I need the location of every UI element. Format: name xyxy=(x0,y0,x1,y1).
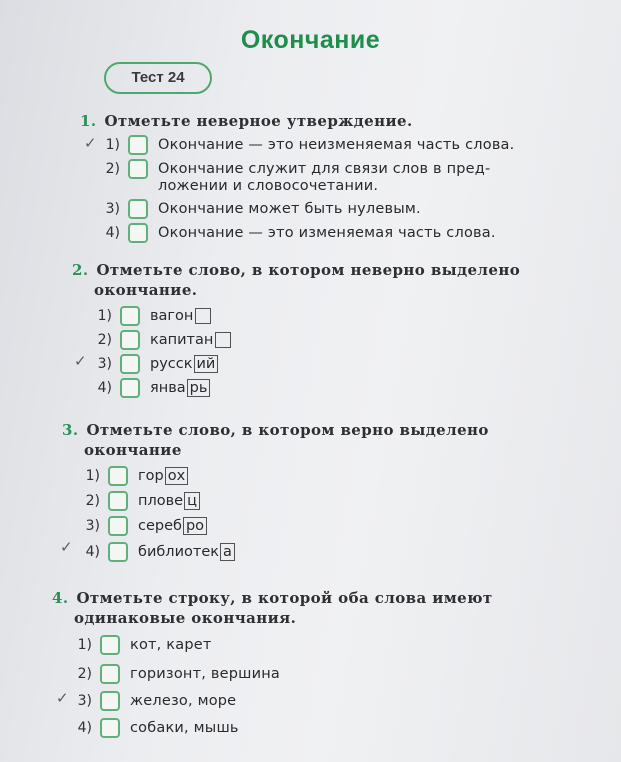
q1-option-2[interactable]: 2) Окончание служит для связи слов в пред- xyxy=(105,161,491,177)
answer-checkbox[interactable] xyxy=(128,135,148,155)
q3-option-1[interactable]: 1) гор ох xyxy=(72,465,188,487)
q2-option-4[interactable]: 4) янва рь xyxy=(84,377,210,399)
answer-checkbox[interactable] xyxy=(128,159,148,179)
question-1-text xyxy=(80,111,413,131)
answer-checkbox[interactable] xyxy=(108,466,128,486)
q4-option-3[interactable]: 3) железо, море xyxy=(77,693,237,709)
q4-option-2[interactable]: 2) горизонт, вершина xyxy=(77,666,280,682)
answer-checkbox[interactable] xyxy=(120,354,140,374)
question-4-text: 4. Отметьте строку, в которой оба слова имеют одинаковые окончания. xyxy=(52,589,493,627)
checkmark-icon: ✓ xyxy=(56,689,69,707)
ending-box: ий xyxy=(194,355,219,373)
test-badge: Тест 24 xyxy=(104,62,212,94)
answer-checkbox[interactable] xyxy=(120,330,140,350)
page-title: Окончание xyxy=(240,26,381,54)
ending-box: ц xyxy=(184,492,200,510)
q2-option-2[interactable]: 2) капитан xyxy=(84,329,231,351)
q3-option-3[interactable]: 3) сереб ро xyxy=(72,515,207,537)
answer-checkbox[interactable] xyxy=(128,223,148,243)
ending-box xyxy=(215,332,231,348)
question-4-number: 4. xyxy=(52,589,69,607)
ending-box: рь xyxy=(187,379,211,397)
answer-checkbox[interactable] xyxy=(100,691,120,711)
question-1-number: 1. xyxy=(80,112,97,130)
ending-box xyxy=(195,308,211,324)
answer-checkbox[interactable] xyxy=(100,664,120,684)
q1-option-3[interactable]: 3) Окончание может быть нулевым. xyxy=(105,201,421,217)
q3-option-4[interactable]: 4) библиотек а xyxy=(72,541,235,563)
answer-checkbox[interactable] xyxy=(100,718,120,738)
answer-checkbox[interactable] xyxy=(120,306,140,326)
checkmark-icon: ✓ xyxy=(74,352,87,370)
ending-box: ро xyxy=(183,517,207,535)
question-3-text: 3. Отметьте слово, в котором верно выделено окончание xyxy=(62,421,489,459)
q1-option-4[interactable]: 4) Окончание — это изменяемая часть слова. xyxy=(105,225,496,241)
q1-option-1[interactable]: 1) Окончание — это неизменяемая часть слова. xyxy=(105,137,515,153)
q4-option-1[interactable]: 1) кот, карет xyxy=(77,637,212,653)
answer-checkbox[interactable] xyxy=(128,199,148,219)
ending-box: ох xyxy=(165,467,188,485)
checkmark-icon: ✓ xyxy=(84,134,97,152)
question-3-number: 3. xyxy=(62,421,79,439)
q4-option-4[interactable]: 4) собаки, мышь xyxy=(77,720,239,736)
answer-checkbox[interactable] xyxy=(108,516,128,536)
answer-checkbox[interactable] xyxy=(108,491,128,511)
q2-option-1[interactable]: 1) вагон xyxy=(84,305,211,327)
answer-checkbox[interactable] xyxy=(108,542,128,562)
q3-option-2[interactable]: 2) плове ц xyxy=(72,490,200,512)
answer-checkbox[interactable] xyxy=(120,378,140,398)
question-1-line-1: Отметьте неверное утверждение. xyxy=(104,112,413,130)
checkmark-icon: ✓ xyxy=(60,538,73,556)
q1-option-2-line-2: ложении и словосочетании. xyxy=(158,178,379,194)
question-2-number: 2. xyxy=(72,261,89,279)
ending-box: а xyxy=(220,543,235,561)
question-2-text: 2. Отметьте слово, в котором неверно выделено окончание. xyxy=(72,261,521,299)
answer-checkbox[interactable] xyxy=(100,635,120,655)
q2-option-3[interactable]: 3) русск ий xyxy=(84,353,218,375)
